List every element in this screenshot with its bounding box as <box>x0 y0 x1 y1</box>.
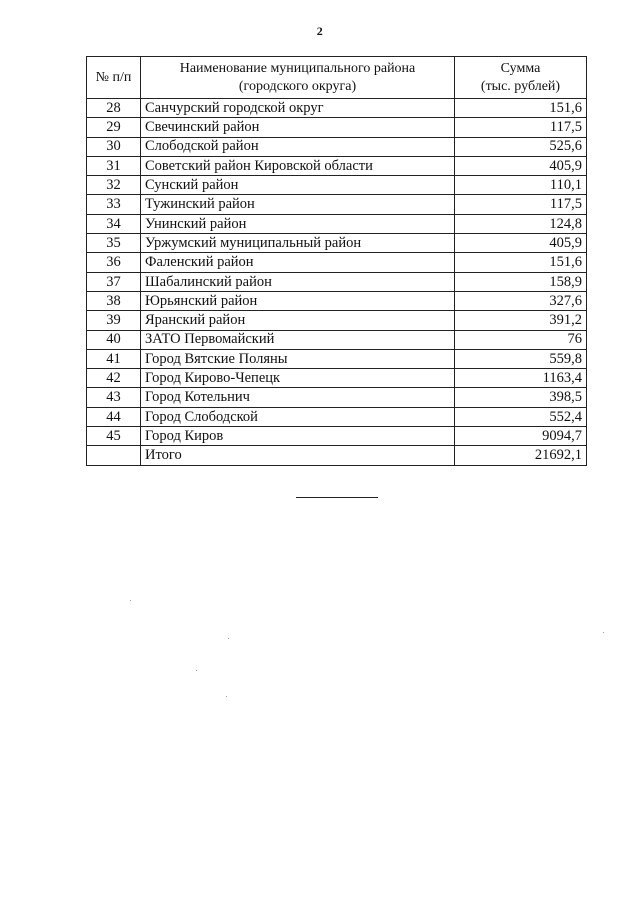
row-name-cell: Свечинский район <box>141 118 455 137</box>
row-sum-cell: 552,4 <box>455 407 587 426</box>
row-sum-cell: 151,6 <box>455 99 587 118</box>
row-name-cell: Яранский район <box>141 311 455 330</box>
table-row <box>87 253 587 272</box>
table-body <box>87 99 587 466</box>
row-num-cell: 45 <box>87 427 141 446</box>
table-row <box>87 330 587 349</box>
row-sum-cell: 559,8 <box>455 349 587 368</box>
table-row <box>87 137 587 156</box>
row-num-cell: 42 <box>87 369 141 388</box>
row-num-cell: 44 <box>87 407 141 426</box>
row-name-cell: ЗАТО Первомайский <box>141 330 455 349</box>
row-sum-cell: 525,6 <box>455 137 587 156</box>
row-name-cell: Фаленский район <box>141 253 455 272</box>
table-row <box>87 176 587 195</box>
row-sum-cell: 117,5 <box>455 118 587 137</box>
header-sum-line1: Сумма <box>500 60 541 76</box>
scan-speck <box>226 696 227 697</box>
row-name-cell: Шабалинский район <box>141 272 455 291</box>
row-sum-cell: 76 <box>455 330 587 349</box>
table-row <box>87 311 587 330</box>
row-sum-cell: 151,6 <box>455 253 587 272</box>
scan-speck <box>196 670 197 671</box>
row-sum-cell: 398,5 <box>455 388 587 407</box>
header-sum-line2: (тыс. рублей) <box>480 78 561 94</box>
row-sum-cell: 405,9 <box>455 234 587 253</box>
header-sum <box>455 57 587 99</box>
total-label-cell: Итого <box>141 446 455 465</box>
total-row <box>87 446 587 465</box>
row-sum-cell: 327,6 <box>455 291 587 310</box>
row-name-cell: Тужинский район <box>141 195 455 214</box>
budget-allocation-table <box>86 56 587 466</box>
row-sum-cell: 405,9 <box>455 156 587 175</box>
header-name-line1: Наименование муниципального района <box>179 60 416 76</box>
table-row <box>87 99 587 118</box>
table-row <box>87 234 587 253</box>
table-row <box>87 214 587 233</box>
row-num-cell: 36 <box>87 253 141 272</box>
row-name-cell: Юрьянский район <box>141 291 455 310</box>
page-number: 2 <box>316 24 324 38</box>
table-header <box>87 57 587 99</box>
row-name-cell: Город Слободской <box>141 407 455 426</box>
row-name-cell: Советский район Кировской области <box>141 156 455 175</box>
closing-divider-line <box>296 497 378 498</box>
scan-speck <box>603 632 604 633</box>
row-num-cell: 41 <box>87 349 141 368</box>
row-num-cell: 34 <box>87 214 141 233</box>
table-row <box>87 388 587 407</box>
row-sum-cell: 110,1 <box>455 176 587 195</box>
scan-speck <box>228 638 229 639</box>
row-num-cell: 30 <box>87 137 141 156</box>
row-name-cell: Город Киров <box>141 427 455 446</box>
header-row <box>87 57 587 99</box>
row-num-cell: 39 <box>87 311 141 330</box>
row-sum-cell: 117,5 <box>455 195 587 214</box>
table-row <box>87 291 587 310</box>
row-num-cell: 28 <box>87 99 141 118</box>
row-name-cell: Сунский район <box>141 176 455 195</box>
table-row <box>87 427 587 446</box>
table-row <box>87 118 587 137</box>
row-name-cell: Санчурский городской округ <box>141 99 455 118</box>
header-name <box>141 57 455 99</box>
row-sum-cell: 1163,4 <box>455 369 587 388</box>
row-name-cell: Город Кирово-Чепецк <box>141 369 455 388</box>
header-num: № п/п <box>87 57 141 99</box>
table-row <box>87 369 587 388</box>
row-name-cell: Город Вятские Поляны <box>141 349 455 368</box>
row-num-cell: 35 <box>87 234 141 253</box>
row-sum-cell: 158,9 <box>455 272 587 291</box>
table-row <box>87 156 587 175</box>
row-num-cell: 32 <box>87 176 141 195</box>
row-sum-cell: 391,2 <box>455 311 587 330</box>
table-row <box>87 272 587 291</box>
row-name-cell: Уржумский муниципальный район <box>141 234 455 253</box>
row-sum-cell: 124,8 <box>455 214 587 233</box>
table-row <box>87 407 587 426</box>
row-name-cell: Унинский район <box>141 214 455 233</box>
row-num-cell: 37 <box>87 272 141 291</box>
row-num-cell: 29 <box>87 118 141 137</box>
row-sum-cell: 9094,7 <box>455 427 587 446</box>
row-num-cell: 38 <box>87 291 141 310</box>
row-name-cell: Слободской район <box>141 137 455 156</box>
row-num-cell: 43 <box>87 388 141 407</box>
row-num-cell: 40 <box>87 330 141 349</box>
scan-speck <box>130 600 131 601</box>
header-name-line2: (городского округа) <box>238 78 357 94</box>
row-name-cell: Город Котельнич <box>141 388 455 407</box>
table-row <box>87 195 587 214</box>
total-num-cell <box>87 446 141 465</box>
row-num-cell: 33 <box>87 195 141 214</box>
row-num-cell: 31 <box>87 156 141 175</box>
table-row <box>87 349 587 368</box>
total-sum-cell: 21692,1 <box>455 446 587 465</box>
